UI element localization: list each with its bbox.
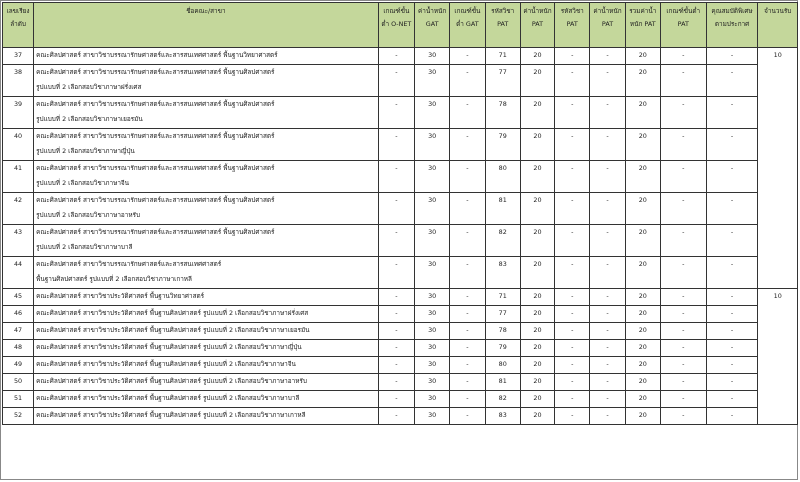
table-row xyxy=(3,225,798,257)
table-row xyxy=(3,340,798,357)
pat-code-1-cell: 82 xyxy=(485,225,520,257)
seq-cell: 46 xyxy=(3,306,34,323)
pat-weight-2-cell: - xyxy=(590,340,625,357)
name-line-1: คณะศิลปศาสตร์ สาขาวิชาประวัติศาสตร์ พื้นฐานศิลปศาสตร์ รูปแบบที่ 2 เลือกสอบวิชาภาษาเกาหลี xyxy=(36,411,306,419)
onet-min-cell: - xyxy=(378,129,414,161)
pat-code-2-cell: - xyxy=(555,225,590,257)
pat-code-1-cell: 71 xyxy=(485,289,520,306)
pat-weight-1-cell: 20 xyxy=(520,225,554,257)
quota-cell: 10 xyxy=(758,48,798,65)
quota-cell xyxy=(758,391,798,408)
header-pat-min: เกณฑ์ขั้นต่ำ PAT xyxy=(660,3,706,48)
pat-total-weight-cell: 20 xyxy=(625,357,660,374)
pat-code-1-cell: 83 xyxy=(485,257,520,289)
name-cell xyxy=(34,408,379,425)
pat-code-1-cell: 82 xyxy=(485,391,520,408)
pat-code-1-cell: 78 xyxy=(485,323,520,340)
pat-weight-1-cell: 20 xyxy=(520,306,554,323)
name-line-2: รูปแบบที่ 2 เลือกสอบวิชาภาษาอาหรับ xyxy=(36,211,141,219)
pat-total-weight-cell: 20 xyxy=(625,391,660,408)
gat-min-cell: - xyxy=(450,391,485,408)
special-cell: - xyxy=(706,257,758,289)
gat-min-cell: - xyxy=(450,306,485,323)
table-row xyxy=(3,306,798,323)
quota-cell xyxy=(758,257,798,289)
gat-min-cell: - xyxy=(450,289,485,306)
special-cell: - xyxy=(706,48,758,65)
special-cell: - xyxy=(706,289,758,306)
pat-code-1-cell: 79 xyxy=(485,129,520,161)
onet-min-cell: - xyxy=(378,374,414,391)
pat-code-1-cell: 81 xyxy=(485,374,520,391)
pat-weight-2-cell: - xyxy=(590,97,625,129)
pat-weight-2-cell: - xyxy=(590,225,625,257)
special-cell: - xyxy=(706,161,758,193)
seq-cell: 48 xyxy=(3,340,34,357)
quota-cell xyxy=(758,65,798,97)
gat-weight-cell: 30 xyxy=(415,323,450,340)
pat-weight-1-cell: 20 xyxy=(520,65,554,97)
onet-min-cell: - xyxy=(378,65,414,97)
table-row xyxy=(3,391,798,408)
pat-code-2-cell: - xyxy=(555,257,590,289)
name-line-1: คณะศิลปศาสตร์ สาขาวิชาประวัติศาสตร์ พื้นฐานศิลปศาสตร์ รูปแบบที่ 2 เลือกสอบวิชาภาษาฝรั่งเศส xyxy=(36,309,309,317)
special-cell: - xyxy=(706,374,758,391)
table-row xyxy=(3,97,798,129)
name-cell xyxy=(34,306,379,323)
special-cell: - xyxy=(706,225,758,257)
pat-code-2-cell: - xyxy=(555,408,590,425)
pat-code-2-cell: - xyxy=(555,193,590,225)
onet-min-cell: - xyxy=(378,225,414,257)
table-row xyxy=(3,129,798,161)
quota-cell xyxy=(758,161,798,193)
pat-weight-1-cell: 20 xyxy=(520,408,554,425)
table-row xyxy=(3,408,798,425)
pat-code-1-cell: 79 xyxy=(485,340,520,357)
special-cell: - xyxy=(706,65,758,97)
header-pat-weight-1: ค่าน้ำหนัก PAT xyxy=(520,3,554,48)
quota-cell xyxy=(758,193,798,225)
pat-code-2-cell: - xyxy=(555,48,590,65)
pat-code-1-cell: 77 xyxy=(485,306,520,323)
pat-total-weight-cell: 20 xyxy=(625,323,660,340)
pat-weight-1-cell: 20 xyxy=(520,391,554,408)
gat-min-cell: - xyxy=(450,129,485,161)
pat-weight-2-cell: - xyxy=(590,374,625,391)
quota-cell xyxy=(758,340,798,357)
pat-min-cell: - xyxy=(660,408,706,425)
pat-code-2-cell: - xyxy=(555,391,590,408)
special-cell: - xyxy=(706,323,758,340)
name-cell xyxy=(34,129,379,161)
onet-min-cell: - xyxy=(378,408,414,425)
special-cell: - xyxy=(706,97,758,129)
pat-weight-1-cell: 20 xyxy=(520,340,554,357)
gat-min-cell: - xyxy=(450,408,485,425)
name-line-2: พื้นฐานศิลปศาสตร์ รูปแบบที่ 2 เลือกสอบวิชาภาษาเกาหลี xyxy=(36,275,192,283)
table-row xyxy=(3,65,798,97)
table-header xyxy=(3,3,798,48)
table-row xyxy=(3,323,798,340)
gat-min-cell: - xyxy=(450,323,485,340)
seq-cell: 51 xyxy=(3,391,34,408)
name-line-1: คณะศิลปศาสตร์ สาขาวิชาบรรณารักษศาสตร์และสารสนเทศศาสตร์ xyxy=(36,260,222,268)
onet-min-cell: - xyxy=(378,97,414,129)
seq-cell: 44 xyxy=(3,257,34,289)
seq-cell: 42 xyxy=(3,193,34,225)
onet-min-cell: - xyxy=(378,323,414,340)
onet-min-cell: - xyxy=(378,357,414,374)
header-gat-min: เกณฑ์ขั้นต่ำ GAT xyxy=(450,3,485,48)
seq-cell: 41 xyxy=(3,161,34,193)
name-line-1: คณะศิลปศาสตร์ สาขาวิชาประวัติศาสตร์ พื้นฐานศิลปศาสตร์ รูปแบบที่ 2 เลือกสอบวิชาภาษาอาหรับ xyxy=(36,377,307,385)
pat-code-2-cell: - xyxy=(555,161,590,193)
pat-total-weight-cell: 20 xyxy=(625,257,660,289)
pat-weight-1-cell: 20 xyxy=(520,357,554,374)
gat-weight-cell: 30 xyxy=(415,306,450,323)
pat-code-2-cell: - xyxy=(555,340,590,357)
header-pat-weight-2: ค่าน้ำหนัก PAT xyxy=(590,3,625,48)
pat-weight-1-cell: 20 xyxy=(520,374,554,391)
gat-min-cell: - xyxy=(450,225,485,257)
pat-weight-1-cell: 20 xyxy=(520,129,554,161)
pat-total-weight-cell: 20 xyxy=(625,193,660,225)
pat-weight-1-cell: 20 xyxy=(520,161,554,193)
pat-code-1-cell: 78 xyxy=(485,97,520,129)
pat-total-weight-cell: 20 xyxy=(625,340,660,357)
pat-weight-2-cell: - xyxy=(590,129,625,161)
pat-total-weight-cell: 20 xyxy=(625,65,660,97)
gat-weight-cell: 30 xyxy=(415,65,450,97)
pat-total-weight-cell: 20 xyxy=(625,306,660,323)
pat-weight-2-cell: - xyxy=(590,48,625,65)
header-name: ชื่อคณะ/สาขา xyxy=(34,3,379,48)
pat-weight-2-cell: - xyxy=(590,408,625,425)
gat-weight-cell: 30 xyxy=(415,357,450,374)
pat-code-1-cell: 71 xyxy=(485,48,520,65)
name-line-1: คณะศิลปศาสตร์ สาขาวิชาประวัติศาสตร์ พื้นฐานศิลปศาสตร์ รูปแบบที่ 2 เลือกสอบวิชาภาษาบาลี xyxy=(36,394,300,402)
pat-min-cell: - xyxy=(660,289,706,306)
name-cell xyxy=(34,97,379,129)
gat-weight-cell: 30 xyxy=(415,48,450,65)
pat-total-weight-cell: 20 xyxy=(625,129,660,161)
seq-cell: 40 xyxy=(3,129,34,161)
table-row xyxy=(3,48,798,65)
special-cell: - xyxy=(706,408,758,425)
pat-min-cell: - xyxy=(660,340,706,357)
quota-cell xyxy=(758,129,798,161)
table-row xyxy=(3,289,798,306)
header-quota: จำนวนรับ xyxy=(758,3,798,48)
quota-cell xyxy=(758,357,798,374)
pat-code-2-cell: - xyxy=(555,289,590,306)
name-line-2: รูปแบบที่ 2 เลือกสอบวิชาภาษาบาลี xyxy=(36,243,133,251)
name-cell xyxy=(34,391,379,408)
pat-total-weight-cell: 20 xyxy=(625,408,660,425)
header-pat-total-weight: รวมค่าน้ำหนัก PAT xyxy=(625,3,660,48)
name-line-1: คณะศิลปศาสตร์ สาขาวิชาบรรณารักษศาสตร์และสารสนเทศศาสตร์ พื้นฐานวิทยาศาสตร์ xyxy=(36,51,278,59)
pat-weight-2-cell: - xyxy=(590,391,625,408)
pat-min-cell: - xyxy=(660,129,706,161)
quota-cell xyxy=(758,408,798,425)
name-cell xyxy=(34,289,379,306)
name-line-1: คณะศิลปศาสตร์ สาขาวิชาประวัติศาสตร์ พื้นฐานวิทยาศาสตร์ xyxy=(36,292,205,300)
pat-min-cell: - xyxy=(660,257,706,289)
gat-weight-cell: 30 xyxy=(415,340,450,357)
pat-weight-2-cell: - xyxy=(590,193,625,225)
name-cell xyxy=(34,225,379,257)
table-row xyxy=(3,257,798,289)
quota-cell xyxy=(758,323,798,340)
name-cell xyxy=(34,323,379,340)
pat-weight-2-cell: - xyxy=(590,65,625,97)
table-row xyxy=(3,161,798,193)
gat-weight-cell: 30 xyxy=(415,225,450,257)
admission-criteria-table xyxy=(2,2,798,425)
table-row xyxy=(3,357,798,374)
pat-weight-1-cell: 20 xyxy=(520,289,554,306)
name-line-1: คณะศิลปศาสตร์ สาขาวิชาประวัติศาสตร์ พื้นฐานศิลปศาสตร์ รูปแบบที่ 2 เลือกสอบวิชาภาษาจีน xyxy=(36,360,296,368)
seq-cell: 49 xyxy=(3,357,34,374)
gat-weight-cell: 30 xyxy=(415,193,450,225)
onet-min-cell: - xyxy=(378,340,414,357)
name-cell xyxy=(34,357,379,374)
seq-cell: 50 xyxy=(3,374,34,391)
gat-min-cell: - xyxy=(450,257,485,289)
seq-cell: 47 xyxy=(3,323,34,340)
pat-min-cell: - xyxy=(660,323,706,340)
pat-code-1-cell: 77 xyxy=(485,65,520,97)
name-line-2: รูปแบบที่ 2 เลือกสอบวิชาภาษาเยอรมัน xyxy=(36,115,143,123)
pat-weight-2-cell: - xyxy=(590,323,625,340)
gat-min-cell: - xyxy=(450,193,485,225)
gat-weight-cell: 30 xyxy=(415,257,450,289)
quota-cell xyxy=(758,374,798,391)
gat-weight-cell: 30 xyxy=(415,97,450,129)
pat-code-2-cell: - xyxy=(555,374,590,391)
table-row xyxy=(3,374,798,391)
pat-total-weight-cell: 20 xyxy=(625,97,660,129)
header-gat-weight: ค่าน้ำหนัก GAT xyxy=(415,3,450,48)
seq-cell: 37 xyxy=(3,48,34,65)
table-row xyxy=(3,193,798,225)
special-cell: - xyxy=(706,391,758,408)
name-cell xyxy=(34,65,379,97)
onet-min-cell: - xyxy=(378,193,414,225)
pat-total-weight-cell: 20 xyxy=(625,225,660,257)
pat-total-weight-cell: 20 xyxy=(625,161,660,193)
pat-code-1-cell: 80 xyxy=(485,357,520,374)
name-line-2: รูปแบบที่ 2 เลือกสอบวิชาภาษาญี่ปุ่น xyxy=(36,147,135,155)
name-line-1: คณะศิลปศาสตร์ สาขาวิชาบรรณารักษศาสตร์และสารสนเทศศาสตร์ พื้นฐานศิลปศาสตร์ xyxy=(36,100,275,108)
name-line-1: คณะศิลปศาสตร์ สาขาวิชาบรรณารักษศาสตร์และสารสนเทศศาสตร์ พื้นฐานศิลปศาสตร์ xyxy=(36,196,275,204)
onet-min-cell: - xyxy=(378,257,414,289)
quota-cell xyxy=(758,97,798,129)
pat-min-cell: - xyxy=(660,97,706,129)
pat-weight-2-cell: - xyxy=(590,306,625,323)
onet-min-cell: - xyxy=(378,161,414,193)
pat-min-cell: - xyxy=(660,65,706,97)
name-cell xyxy=(34,374,379,391)
pat-min-cell: - xyxy=(660,391,706,408)
pat-weight-1-cell: 20 xyxy=(520,97,554,129)
special-cell: - xyxy=(706,306,758,323)
special-cell: - xyxy=(706,193,758,225)
pat-min-cell: - xyxy=(660,193,706,225)
onet-min-cell: - xyxy=(378,306,414,323)
pat-weight-2-cell: - xyxy=(590,357,625,374)
name-line-1: คณะศิลปศาสตร์ สาขาวิชาประวัติศาสตร์ พื้นฐานศิลปศาสตร์ รูปแบบที่ 2 เลือกสอบวิชาภาษาเยอรมัน xyxy=(36,326,310,334)
pat-code-2-cell: - xyxy=(555,323,590,340)
pat-code-2-cell: - xyxy=(555,97,590,129)
pat-code-1-cell: 83 xyxy=(485,408,520,425)
name-line-1: คณะศิลปศาสตร์ สาขาวิชาบรรณารักษศาสตร์และสารสนเทศศาสตร์ พื้นฐานศิลปศาสตร์ xyxy=(36,164,275,172)
name-line-1: คณะศิลปศาสตร์ สาขาวิชาบรรณารักษศาสตร์และสารสนเทศศาสตร์ พื้นฐานศิลปศาสตร์ xyxy=(36,68,275,76)
special-cell: - xyxy=(706,357,758,374)
pat-weight-1-cell: 20 xyxy=(520,257,554,289)
name-cell xyxy=(34,48,379,65)
name-cell xyxy=(34,193,379,225)
pat-code-2-cell: - xyxy=(555,129,590,161)
gat-min-cell: - xyxy=(450,48,485,65)
name-cell xyxy=(34,340,379,357)
gat-min-cell: - xyxy=(450,374,485,391)
pat-code-2-cell: - xyxy=(555,306,590,323)
special-cell: - xyxy=(706,340,758,357)
pat-min-cell: - xyxy=(660,374,706,391)
gat-min-cell: - xyxy=(450,340,485,357)
pat-code-1-cell: 80 xyxy=(485,161,520,193)
gat-weight-cell: 30 xyxy=(415,289,450,306)
gat-weight-cell: 30 xyxy=(415,408,450,425)
quota-cell xyxy=(758,306,798,323)
gat-weight-cell: 30 xyxy=(415,374,450,391)
pat-weight-1-cell: 20 xyxy=(520,323,554,340)
pat-min-cell: - xyxy=(660,161,706,193)
seq-cell: 38 xyxy=(3,65,34,97)
pat-weight-1-cell: 20 xyxy=(520,48,554,65)
quota-cell xyxy=(758,225,798,257)
gat-weight-cell: 30 xyxy=(415,161,450,193)
onet-min-cell: - xyxy=(378,391,414,408)
pat-min-cell: - xyxy=(660,48,706,65)
pat-min-cell: - xyxy=(660,357,706,374)
header-pat-code-1: รหัสวิชา PAT xyxy=(485,3,520,48)
name-line-2: รูปแบบที่ 2 เลือกสอบวิชาภาษาฝรั่งเศส xyxy=(36,83,142,91)
name-line-1: คณะศิลปศาสตร์ สาขาวิชาบรรณารักษศาสตร์และสารสนเทศศาสตร์ พื้นฐานศิลปศาสตร์ xyxy=(36,228,275,236)
pat-min-cell: - xyxy=(660,306,706,323)
pat-code-1-cell: 81 xyxy=(485,193,520,225)
gat-min-cell: - xyxy=(450,65,485,97)
gat-min-cell: - xyxy=(450,161,485,193)
name-cell xyxy=(34,257,379,289)
onet-min-cell: - xyxy=(378,48,414,65)
onet-min-cell: - xyxy=(378,289,414,306)
header-onet-min: เกณฑ์ขั้นต่ำ O-NET xyxy=(378,3,414,48)
seq-cell: 52 xyxy=(3,408,34,425)
gat-min-cell: - xyxy=(450,357,485,374)
table-body xyxy=(3,48,798,425)
pat-code-2-cell: - xyxy=(555,357,590,374)
pat-weight-2-cell: - xyxy=(590,289,625,306)
name-cell xyxy=(34,161,379,193)
gat-weight-cell: 30 xyxy=(415,129,450,161)
header-special: คุณสมบัติพิเศษตามประกาศ xyxy=(706,3,758,48)
seq-cell: 39 xyxy=(3,97,34,129)
pat-total-weight-cell: 20 xyxy=(625,289,660,306)
pat-min-cell: - xyxy=(660,225,706,257)
gat-weight-cell: 30 xyxy=(415,391,450,408)
pat-code-2-cell: - xyxy=(555,65,590,97)
pat-total-weight-cell: 20 xyxy=(625,48,660,65)
gat-min-cell: - xyxy=(450,97,485,129)
name-line-1: คณะศิลปศาสตร์ สาขาวิชาบรรณารักษศาสตร์และสารสนเทศศาสตร์ พื้นฐานศิลปศาสตร์ xyxy=(36,132,275,140)
name-line-1: คณะศิลปศาสตร์ สาขาวิชาประวัติศาสตร์ พื้นฐานศิลปศาสตร์ รูปแบบที่ 2 เลือกสอบวิชาภาษาญี่ปุ่น xyxy=(36,343,302,351)
header-seq: เลขเรียงลำดับ xyxy=(3,3,34,48)
pat-weight-2-cell: - xyxy=(590,257,625,289)
name-line-2: รูปแบบที่ 2 เลือกสอบวิชาภาษาจีน xyxy=(36,179,130,187)
quota-cell: 10 xyxy=(758,289,798,306)
seq-cell: 45 xyxy=(3,289,34,306)
seq-cell: 43 xyxy=(3,225,34,257)
pat-weight-2-cell: - xyxy=(590,161,625,193)
header-pat-code-2: รหัสวิชา PAT xyxy=(555,3,590,48)
pat-weight-1-cell: 20 xyxy=(520,193,554,225)
pat-total-weight-cell: 20 xyxy=(625,374,660,391)
special-cell: - xyxy=(706,129,758,161)
